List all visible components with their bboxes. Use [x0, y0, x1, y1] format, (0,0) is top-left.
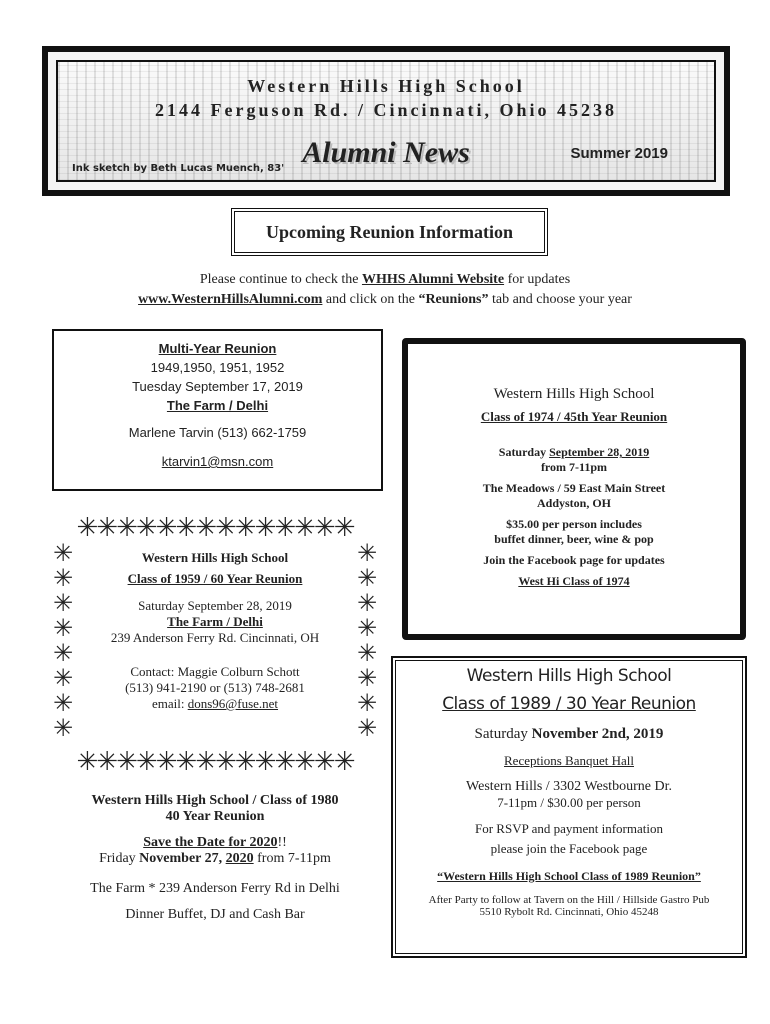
- class-1980-venue: The Farm * 239 Anderson Ferry Rd in Delhi: [90, 881, 340, 896]
- date-value: November 27,: [139, 851, 226, 866]
- class-1989-after-party: After Party to follow at Tavern on the Hill / Hillside Gastro Pub: [428, 894, 710, 906]
- date-prefix: Saturday: [498, 445, 550, 459]
- date-suffix: from 7-11pm: [253, 851, 331, 866]
- class-1959-title: Class of 1959 / 60 Year Reunion: [127, 571, 303, 586]
- multi-year-title: Multi-Year Reunion: [158, 341, 277, 356]
- star-icon: ✳✳✳✳✳✳✳✳✳✳✳✳✳✳: [76, 515, 354, 541]
- banner-sketch: [56, 60, 716, 182]
- class-1959-box: [50, 515, 380, 775]
- class-1959-venue: The Farm / Delhi: [167, 614, 263, 629]
- issue-season: Summer 2019: [570, 145, 668, 162]
- class-1989-address: Western Hills / 3302 Westbourne Dr.: [466, 779, 672, 794]
- class-1989-after-party-address: 5510 Rybolt Rd. Cincinnati, Ohio 45248: [479, 906, 659, 918]
- multi-year-date: Tuesday September 17, 2019: [132, 379, 303, 394]
- intro-text: for updates: [504, 272, 571, 287]
- class-1959-date: Saturday September 28, 2019: [138, 598, 292, 613]
- class-1974-price: $35.00 per person includes: [506, 517, 642, 531]
- class-1959-email: [80, 696, 350, 712]
- save-date-suffix: !!: [277, 835, 287, 850]
- save-date-text: Save the Date for 2020: [143, 835, 278, 850]
- reunions-tab-name: “Reunions”: [418, 292, 489, 307]
- class-1989-venue: Receptions Banquet Hall: [504, 753, 634, 768]
- class-1980-block: [50, 793, 380, 923]
- class-1989-facebook-group[interactable]: “Western Hills High School Class of 1989 Reunion”: [437, 869, 701, 883]
- newsletter-title: Alumni News: [302, 136, 470, 169]
- star-icon: ✳ ✳ ✳ ✳ ✳ ✳ ✳ ✳: [356, 539, 378, 742]
- multi-year-reunion-box: [52, 329, 383, 491]
- class-1989-school: Western Hills High School: [466, 666, 672, 686]
- intro-line-1: [0, 272, 770, 288]
- date-value: November 2nd, 2019: [531, 726, 664, 742]
- multi-year-email[interactable]: ktarvin1@msn.com: [161, 454, 274, 469]
- class-1989-title: Class of 1989 / 30 Year Reunion: [442, 694, 696, 714]
- class-1974-city: Addyston, OH: [536, 496, 612, 510]
- class-1974-facebook-link[interactable]: West Hi Class of 1974: [518, 574, 630, 588]
- banner-address: 2144 Ferguson Rd. / Cincinnati, Ohio 45238: [154, 100, 618, 120]
- sketch-credit: Ink sketch by Beth Lucas Muench, 83': [72, 163, 285, 174]
- multi-year-years: 1949,1950, 1951, 1952: [150, 360, 285, 375]
- class-1974-venue: The Meadows / 59 East Main Street: [482, 481, 666, 495]
- intro-text: and click on the: [322, 292, 419, 307]
- alumni-website-link[interactable]: WHHS Alumni Website: [361, 272, 505, 287]
- date-year: 2020: [225, 851, 254, 866]
- star-border-top: [50, 515, 380, 541]
- website-url-link[interactable]: www.WesternHillsAlumni.com: [138, 292, 323, 307]
- class-1989-box: [391, 656, 747, 958]
- date-prefix: Saturday: [474, 726, 532, 742]
- class-1974-includes: buffet dinner, beer, wine & pop: [494, 532, 654, 546]
- star-border-bottom: [50, 749, 380, 775]
- class-1959-email-link[interactable]: dons96@fuse.net: [187, 696, 279, 711]
- multi-year-contact: Marlene Tarvin (513) 662-1759: [128, 425, 307, 440]
- class-1974-school: Western Hills High School: [493, 386, 655, 402]
- class-1980-subtitle: 40 Year Reunion: [165, 809, 265, 824]
- class-1980-details: Dinner Buffet, DJ and Cash Bar: [125, 907, 305, 922]
- star-border-right: [354, 541, 380, 741]
- intro-text: Please continue to check the: [199, 272, 362, 287]
- email-label: email:: [151, 696, 188, 711]
- class-1980-date: [50, 851, 380, 867]
- class-1980-title: Western Hills High School / Class of 1980: [91, 793, 339, 808]
- star-icon: ✳ ✳ ✳ ✳ ✳ ✳ ✳ ✳: [52, 539, 74, 742]
- class-1974-time: from 7-11pm: [540, 460, 608, 474]
- intro-text: tab and choose your year: [488, 292, 632, 307]
- newsletter-banner: [42, 46, 730, 196]
- class-1989-rsvp: For RSVP and payment information: [474, 821, 663, 836]
- date-value: September 28, 2019: [549, 445, 650, 459]
- star-icon: ✳✳✳✳✳✳✳✳✳✳✳✳✳✳: [76, 749, 354, 775]
- banner-school-name: Western Hills High School: [247, 76, 525, 96]
- class-1959-address: 239 Anderson Ferry Rd. Cincinnati, OH: [110, 630, 320, 645]
- multi-year-venue: The Farm / Delhi: [166, 398, 269, 413]
- class-1959-content: [80, 545, 350, 712]
- class-1989-facebook: please join the Facebook page: [490, 841, 648, 856]
- class-1959-school: Western Hills High School: [141, 550, 289, 565]
- class-1980-save-date: [50, 835, 380, 851]
- intro-line-2: [0, 292, 770, 308]
- class-1959-phones: (513) 941-2190 or (513) 748-2681: [125, 680, 305, 695]
- section-title: Upcoming Reunion Information: [231, 208, 548, 256]
- class-1959-contact: Contact: Maggie Colburn Schott: [130, 664, 300, 679]
- class-1989-date: [393, 726, 745, 743]
- class-1974-date: [408, 445, 740, 460]
- class-1974-facebook: Join the Facebook page for updates: [483, 553, 665, 567]
- class-1974-box: [402, 338, 746, 640]
- class-1974-title: Class of 1974 / 45th Year Reunion: [480, 409, 668, 424]
- class-1989-time: 7-11pm / $30.00 per person: [497, 795, 641, 810]
- star-border-left: [50, 541, 76, 741]
- date-prefix: Friday: [99, 851, 140, 866]
